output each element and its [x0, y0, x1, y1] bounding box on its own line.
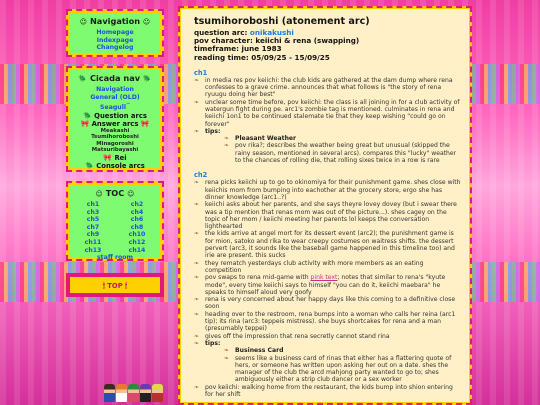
pov-line: pov character: keiichi & rena (swapping): [194, 36, 360, 46]
toc-link-ch9[interactable]: ch9: [86, 231, 100, 239]
character-sprite: [140, 384, 151, 402]
smiley-icon: ☺: [95, 190, 103, 198]
toc-link-ch14[interactable]: ch14: [128, 246, 146, 254]
question-arc-line: question arc: onikakushi: [194, 28, 294, 37]
main-content: [178, 6, 472, 405]
smiley-icon: ☺: [142, 18, 151, 26]
character-sprite: [104, 384, 115, 402]
ribbon-icon: 🎀: [140, 119, 150, 128]
toc-link-staff-room[interactable]: staff room: [97, 254, 133, 262]
toc-link-ch5[interactable]: ch5: [86, 216, 100, 224]
list-item: ❧ heading over to the restroom, rena bumps into a woman who calls her reina (arc1 tip); its rina (arc3: teppeis mistress). she buys shortcakes for rena and a man (presumably teppei): [194, 311, 461, 333]
list-item: ❧ pov keiichi: walking home from the restaurant, the kids bump into shion entering for her shift: [194, 384, 461, 399]
arc-link-minagoroshi[interactable]: Minagoroshi: [96, 140, 134, 147]
chapter-heading-ch1: ch1: [194, 68, 208, 77]
page-title: tsumihoroboshi (atonement arc): [194, 16, 370, 27]
top-button-label: 🕯 TOP 🕯: [102, 282, 128, 290]
toc-link-ch13[interactable]: ch13: [84, 246, 102, 254]
list-item: ❧ they rematch yesterdays club activity with more members as an eating competition: [194, 260, 461, 275]
toc-link-ch11[interactable]: ch11: [84, 238, 102, 246]
toc-link-ch1[interactable]: ch1: [86, 201, 100, 208]
tip-title-row: [194, 347, 461, 354]
tip-title: ❧ Business Card: [224, 347, 461, 354]
top-button[interactable]: [66, 273, 164, 297]
candle-icon: 🕯: [102, 282, 105, 290]
pink-text-link[interactable]: pink text: [310, 274, 338, 282]
cicada-icon: 🪲: [83, 111, 92, 120]
arc-link-tsumihoroboshi[interactable]: Tsumihoroboshi: [91, 134, 139, 141]
cicada-link-seagull[interactable]: Seagull™: [100, 102, 130, 112]
candle-icon: 🕯: [125, 282, 128, 290]
ch2-event-list: [194, 179, 461, 347]
tips-label: ❧ tips:: [194, 340, 461, 347]
character-sprite: [116, 384, 127, 402]
reading-time-line: reading time: 05/09/25 - 15/09/25: [194, 52, 330, 62]
list-item: ❧ in media res pov keiichi: the club kids are gathered at the dam dump where rena confesses to a grave crime. announces that what follows is "the story of rena ryuugu doing her best": [194, 77, 461, 99]
list-item: ❧ keiichi asks about her parents, and she says theyre lovey dovey (but i swear there was a tip mention that renas mom was out of the picture...). shes cagey on the topic of her mom / keiichi meeting her parents lol keeps the conversation lighthearted: [194, 201, 461, 230]
ch2-event-list-continued: [194, 384, 461, 399]
character-sprite: [152, 384, 163, 402]
ribbon-icon: 🎀: [103, 153, 113, 162]
ribbon-icon: 🎀: [80, 119, 90, 128]
cicada-nav-title: 🪲 Cicada nav 🪲: [78, 73, 152, 83]
character-sprite: [128, 384, 139, 402]
toc-link-ch2[interactable]: ch2: [130, 201, 144, 208]
question-arcs-heading: 🪲 Question arcs: [83, 111, 147, 120]
character-sprites: [104, 384, 164, 402]
toc-box: [66, 181, 164, 261]
list-item: ❧ the kids arrive at angel mort for its dessert event (arc2); the punishment game is for mion, satoko and rika to wear creepy costumes on waitress shifts. the dessert pervert (arc3, it sounds like the baseball game happened in this timeline too) and irie are present. this sucks: [194, 230, 461, 259]
tip-title: ❧ Pleasant Weather: [224, 135, 461, 142]
question-arc-link[interactable]: onikakushi: [249, 28, 294, 37]
console-arcs-heading: 🪲 Console arcs: [85, 161, 145, 170]
toc-chapter-grid: [72, 201, 158, 254]
tip-title-row: [194, 135, 461, 142]
arc-link-matsuribayashi[interactable]: Matsuribayashi: [91, 147, 139, 154]
timeframe-line: timeframe: june 1983: [194, 44, 282, 54]
cicada-link-navigation[interactable]: Navigation: [96, 86, 134, 93]
list-item: ❧ rena is very concerned about her happy days like this coming to a definitive close soon: [194, 296, 461, 311]
ch1-event-list: [194, 77, 461, 135]
cicada-nav-box: [66, 66, 164, 172]
nav-link-indexpage[interactable]: Indexpage: [96, 36, 134, 44]
toc-link-ch8[interactable]: ch8: [130, 223, 144, 231]
answer-arcs-heading: 🎀 Answer arcs 🎀: [80, 119, 150, 128]
cicada-icon: 🪲: [85, 161, 94, 170]
list-item: ❧ pov swaps to rena mid-game with pink text; notes that similar to rena's "kyute mode", every time keiichi says to himself "you can do it, keiichi maebara" he speaks to himself aloud very goofy: [194, 274, 461, 296]
toc-link-ch10[interactable]: ch10: [128, 231, 146, 239]
tip-body: ❧ seems like a business card of rinas that either has a flattering quote of hers, or someone has written upon asking her out on a date. shes the manager of the club the arcd mahjong party wanted to go to; shes ambiguously either a strip club dancer or a sex worker: [194, 355, 461, 384]
list-item: ❧ rena picks keiichi up to go to okinomiya for their punishment game. shes close with keiichis mom from bumping into eachother at the grocery store, ergo she has dinner knowledge (arc1..?): [194, 179, 461, 201]
tips-label: ❧ tips:: [194, 128, 461, 135]
smiley-icon: ☺: [79, 18, 88, 26]
toc-link-ch3[interactable]: ch3: [86, 208, 100, 216]
tip-body: ❧ pov rika?; describes the weather being great but unusual (skipped the rainy season, mentioned in several arcs). compares this "lucky" weather to the chances of rolling die, that rolling sixes twice in a row is rare: [194, 142, 461, 164]
nav-link-homepage[interactable]: Homepage: [96, 29, 134, 36]
cicada-icon: 🪲: [142, 75, 152, 83]
toc-link-ch12[interactable]: ch12: [128, 238, 146, 246]
rei-heading: 🎀 Rei: [103, 153, 127, 162]
navigation-box: [66, 9, 164, 57]
chapter-heading-ch2: ch2: [194, 171, 208, 180]
trademark-mark: ™: [125, 102, 130, 108]
toc-link-ch6[interactable]: ch6: [130, 216, 144, 224]
toc-title: ☺ TOC ☺: [95, 188, 135, 198]
smiley-icon: ☺: [127, 190, 135, 198]
cicada-link-general-old[interactable]: General (OLD): [90, 93, 140, 101]
cicada-icon: 🪲: [78, 75, 88, 83]
list-item: ❧ unclear some time before, pov keiichi: the class is all joining in for a club activity of watergun fight during pe. arc1's zombie tag is mentioned. culminates in rena and keiichi 1on1 to be continued stalemate tie that they keep wishing "could go on forever": [194, 99, 461, 128]
navigation-title: ☺ Navigation ☺: [79, 16, 151, 26]
toc-link-ch7[interactable]: ch7: [86, 223, 100, 231]
arc-link-meakashi[interactable]: Meakashi: [100, 127, 130, 134]
nav-link-changelog[interactable]: Changelog: [96, 44, 134, 52]
list-item: ❧ gives off the impression that rena secretly cannot stand rina: [194, 333, 461, 340]
toc-link-ch4[interactable]: ch4: [130, 208, 144, 216]
